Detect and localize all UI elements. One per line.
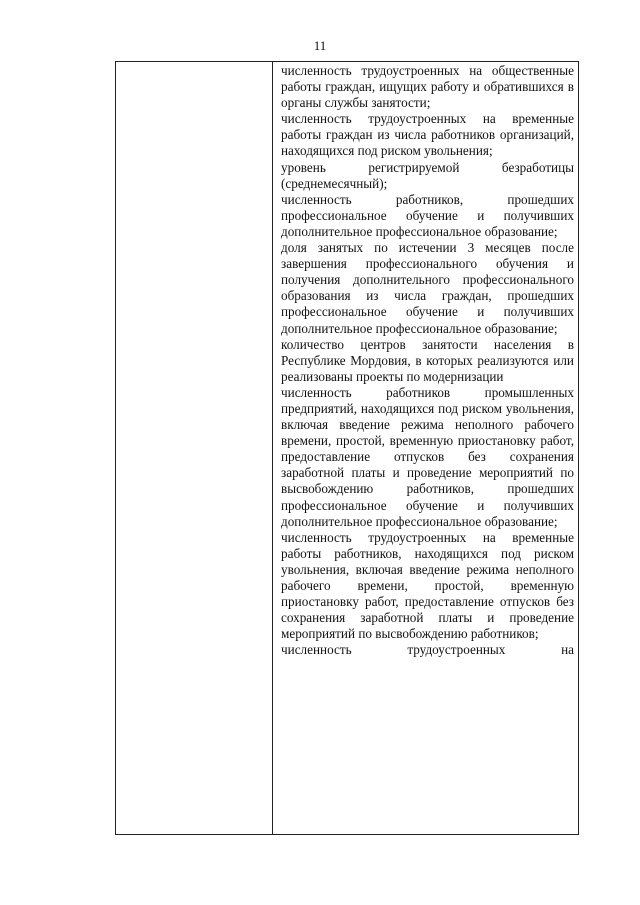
page-number: 11 [313,38,327,53]
indicator-table [115,61,579,835]
indicator-entry: уровень регистрируемой безработицы (среднемесячный); [281,159,574,191]
indicator-entry: численность работников промышленных предприятий, находящихся под риском увольнения, включая введение режима неполного рабочего времени, простой, временную приостановку работ, предоставление отпусков без сохранения заработной платы и проведение мероприятий по высвобождению работников, прошедших профессиональное обучение и получивших дополнительное профессиональное образование; [281,384,574,529]
indicators-cell [281,63,574,658]
indicator-entry: численность трудоустроенных на временные работы граждан из числа работников организаций, находящихся под риском увольнения; [281,111,574,159]
indicator-entry: доля занятых по истечении 3 месяцев после завершения профессионального обучения и получения дополнительного профессионального образования из числа граждан, прошедших профессиональное обучение и получивших дополнительное профессиональное образование; [281,240,574,336]
indicator-entry-continued: численность трудоустроенных на [281,642,574,658]
indicator-entry: численность работников, прошедших профессиональное обучение и получивших дополнительное профессиональное образование; [281,191,574,239]
indicator-entry: численность трудоустроенных на временные работы работников, находящихся под риском увольнения, включая введение режима неполного рабочего времени, простой, временную приостановку работ, предоставление отпусков без сохранения заработной платы и проведение мероприятий по высвобождению работников; [281,529,574,642]
column-divider [272,62,273,834]
indicator-entry: количество центров занятости населения в Республике Мордовия, в которых реализуются или реализованы проекты по модернизации [281,336,574,384]
indicator-entry: численность трудоустроенных на общественные работы граждан, ищущих работу и обратившихся в органы службы занятости; [281,63,574,111]
